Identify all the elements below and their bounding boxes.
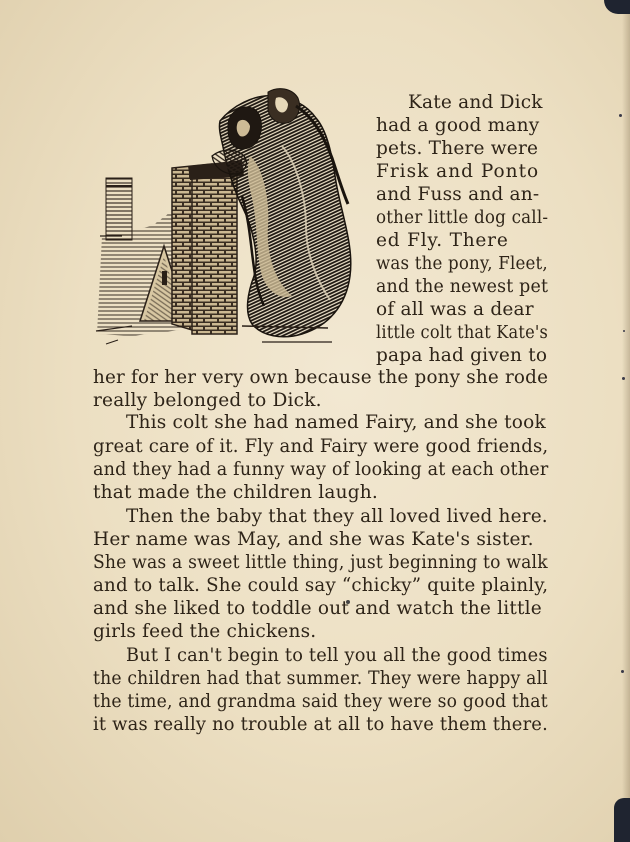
paper-speck (622, 377, 625, 380)
text-line: papa had given to (376, 345, 548, 366)
paragraph-start-line: Then the baby that they all loved lived here. (126, 506, 548, 527)
text-line: that made the children laugh. (93, 482, 378, 503)
paper-speck (621, 670, 624, 673)
scan-corner-top-right (604, 0, 630, 14)
brick-wall (192, 174, 237, 334)
text-line: and she liked to toddle out and watch the little (93, 598, 542, 619)
text-line: Frisk and Ponto (376, 161, 540, 182)
text-line: her for her very own because the pony she rode (93, 367, 549, 388)
distant-tower (106, 178, 132, 240)
page-edge-shadow (622, 0, 630, 842)
text-line: the time, and grandma said they were so good that (93, 691, 548, 712)
text-line: and they had a funny way of looking at each other (93, 459, 549, 480)
scan-corner-bottom-right (614, 798, 630, 842)
text-line: and Fuss and an- (376, 184, 540, 205)
text-line: Her name was May, and she was Kate's sister. (93, 529, 534, 550)
paragraph-start-line: But I can't begin to tell you all the good times (126, 645, 548, 666)
text-line: little colt that Kate's (376, 323, 548, 343)
text-line: had a good many (376, 115, 540, 136)
text-line: great care of it. Fly and Fairy were good friends, (93, 436, 549, 457)
text-line: really belonged to Dick. (93, 390, 322, 411)
text-line: ed Fly. There (376, 230, 509, 251)
paragraph-start-line: This colt she had named Fairy, and she took (126, 412, 546, 433)
text-line: of all was a dear (376, 299, 534, 320)
text-line: other little dog call- (376, 208, 549, 228)
text-line: pets. There were (376, 138, 539, 159)
woodcut-illustration (92, 86, 368, 356)
text-line: it was really no trouble at all to have them there. (93, 714, 548, 735)
text-line: Kate and Dick (408, 92, 543, 113)
text-line: was the pony, Fleet, (376, 254, 548, 274)
text-line: and to talk. She could say “chicky” quite plainly, (93, 575, 549, 596)
text-line: She was a sweet little thing, just beginning to walk (93, 552, 548, 573)
text-line: the children had that summer. They were happy all (93, 668, 548, 689)
paper-speck (623, 330, 625, 332)
paper-speck (619, 114, 622, 117)
text-line: girls feed the chickens. (93, 621, 317, 642)
text-line: and the newest pet (376, 276, 549, 297)
